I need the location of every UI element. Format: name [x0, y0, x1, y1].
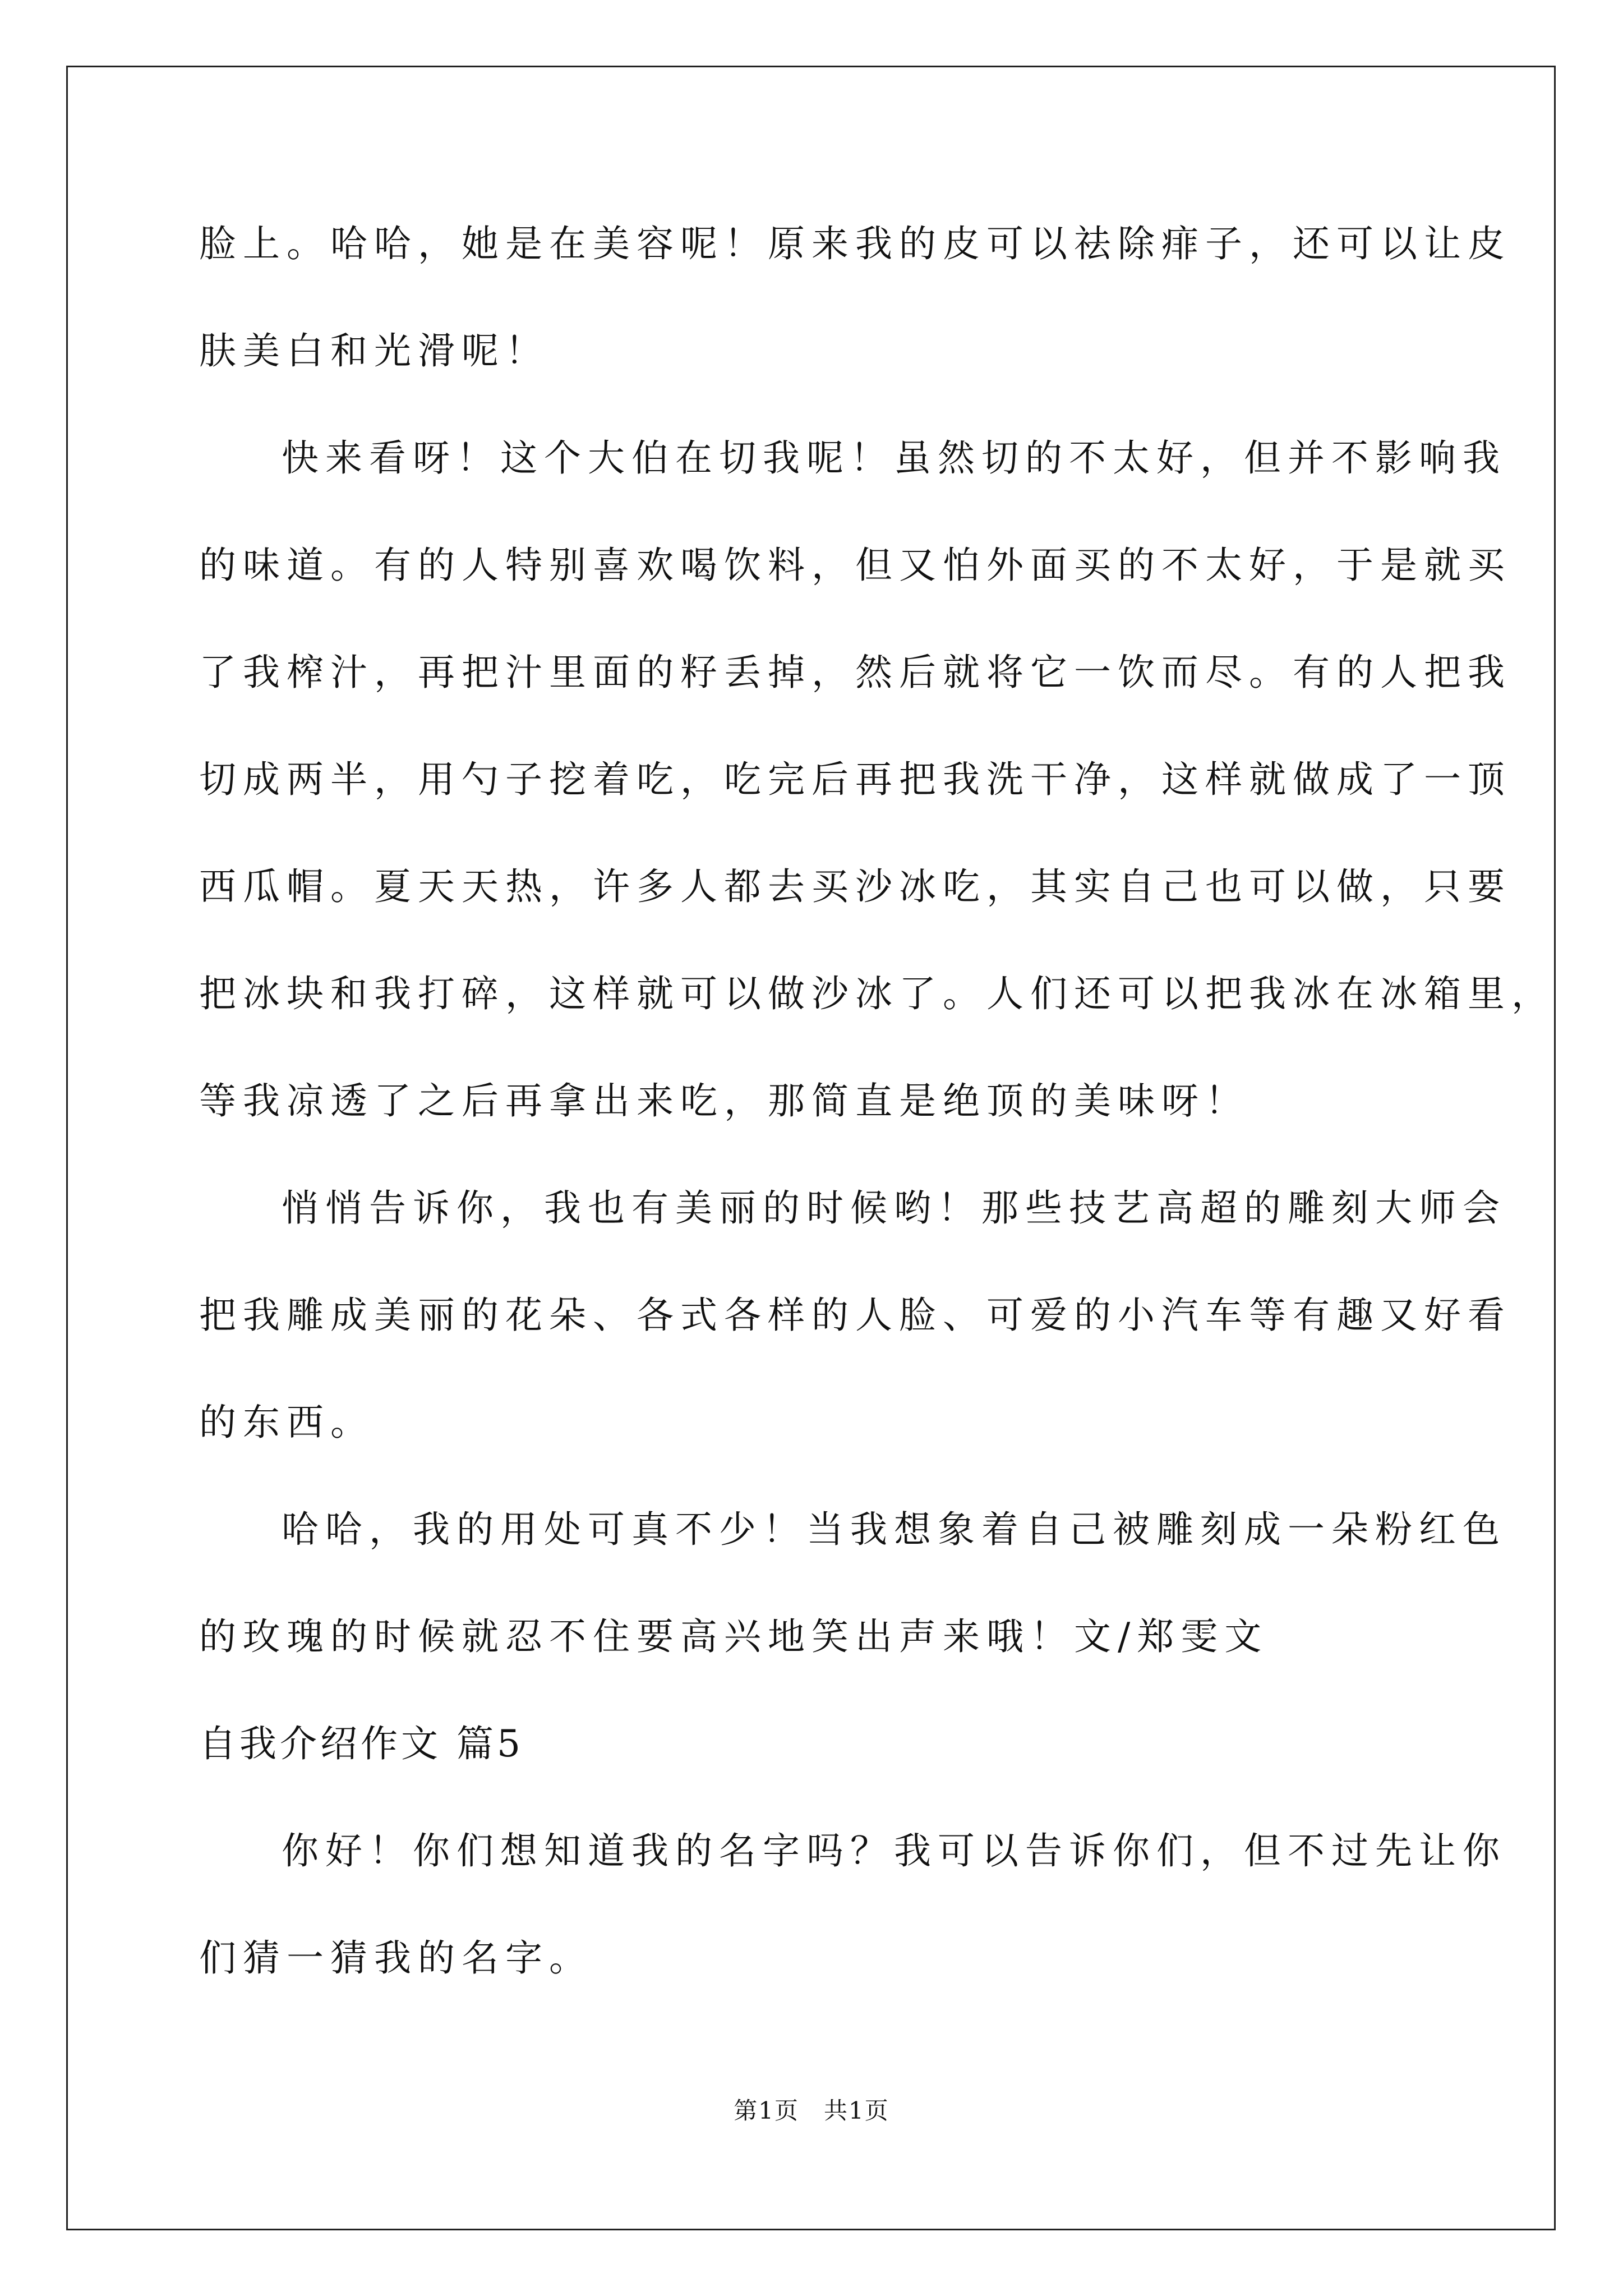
- document-body: [199, 216, 1555, 2037]
- paragraph-line: 悄悄告诉你，我也有美丽的时候哟！那些技艺高超的雕刻大师会: [282, 1186, 1506, 1230]
- paragraph-line: 的味道。有的人特别喜欢喝饮料，但又怕外面买的不太好，于是就买: [199, 544, 1511, 587]
- paragraph-line: 的东西。: [199, 1401, 374, 1444]
- page-footer: 第1页 共1页: [734, 2097, 889, 2124]
- paragraph-line: 了我榨汁，再把汁里面的籽丢掉，然后就将它一饮而尽。有的人把我: [199, 651, 1511, 694]
- paragraph-line: 把冰块和我打碎，这样就可以做沙冰了。人们还可以把我冰在冰箱里，: [199, 972, 1555, 1015]
- paragraph-line: 切成两半，用勺子挖着吃，吃完后再把我洗干净，这样就做成了一顶: [199, 758, 1511, 801]
- paragraph-line: 西瓜帽。夏天天热，许多人都去买沙冰吃，其实自己也可以做，只要: [199, 865, 1511, 908]
- paragraph-line: 的玫瑰的时候就忍不住要高兴地笑出声来哦！文/郑雯文: [199, 1615, 1269, 1658]
- paragraph-line: 们猜一猜我的名字。: [199, 1936, 593, 1980]
- section-heading: 自我介绍作文 篇5: [199, 1722, 524, 1765]
- paragraph-line: 你好！你们想知道我的名字吗？我可以告诉你们，但不过先让你: [282, 1829, 1506, 1872]
- paragraph-line: 哈哈，我的用处可真不少！当我想象着自己被雕刻成一朵粉红色: [282, 1508, 1506, 1551]
- paragraph-line: 等我凉透了之后再拿出来吃，那简直是绝顶的美味呀！: [199, 1079, 1249, 1122]
- paragraph-line: 把我雕成美丽的花朵、各式各样的人脸、可爱的小汽车等有趣又好看: [199, 1294, 1511, 1337]
- paragraph-line: 快来看呀！这个大伯在切我呢！虽然切的不太好，但并不影响我: [282, 436, 1506, 480]
- paragraph-line: 肤美白和光滑呢！: [199, 329, 549, 372]
- paragraph-line: 脸上。哈哈，她是在美容呢！原来我的皮可以祛除痱子，还可以让皮: [199, 222, 1511, 265]
